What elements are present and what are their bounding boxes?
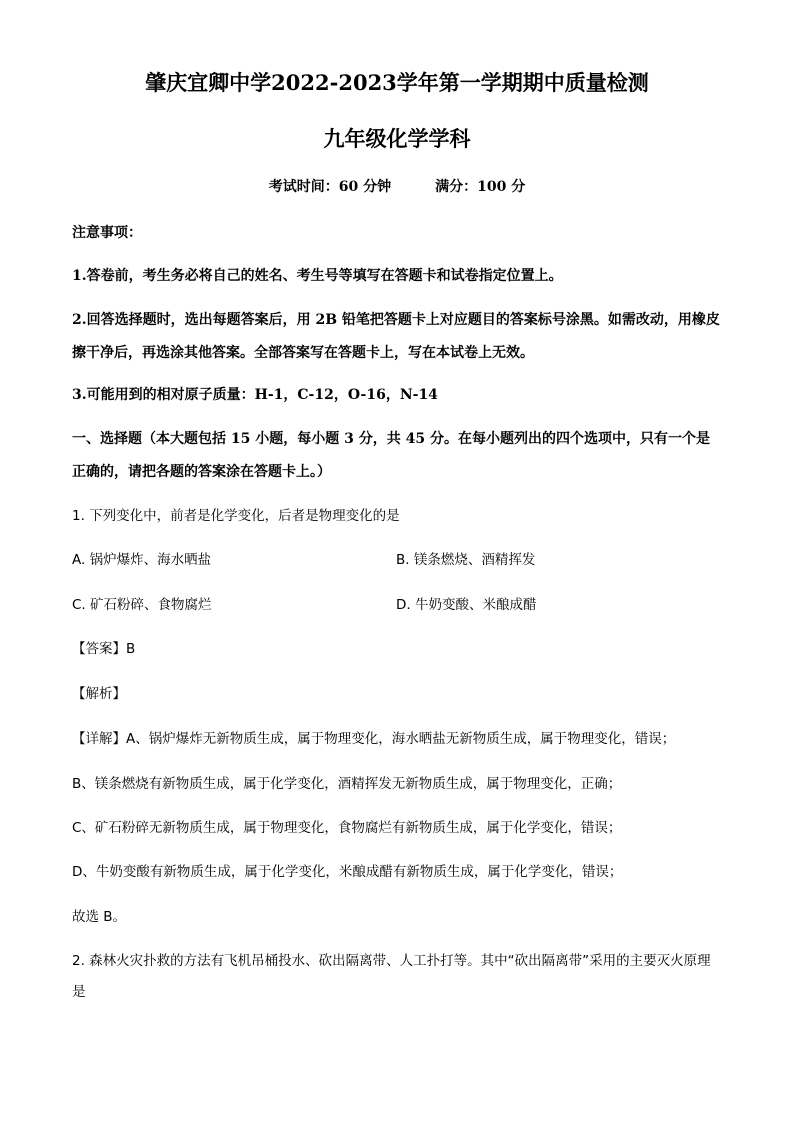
- exam-subtitle: 九年级化学学科: [323, 126, 471, 151]
- note-item-2: 2.回答选择题时，选出每题答案后，用 2B 铅笔把答题卡上对应题目的答案标号涂黑。如需改动，用橡皮擦干净后，再选涂其他答案。全部答案写在答题卡上，写在本试卷上无效。: [72, 312, 720, 361]
- exam-time: 考试时间：60 分钟: [268, 179, 392, 195]
- q1-option-d: D. 牛奶变酸、米酿成醋: [396, 597, 537, 613]
- q1-detail-d: D、牛奶变酸有新物质生成，属于化学变化，米酿成醋有新物质生成，属于化学变化，错误；: [72, 864, 623, 880]
- exam-score: 满分：100 分: [435, 179, 526, 195]
- exam-meta: [0, 176, 794, 198]
- q1-detail-c: C、矿石粉碎无新物质生成，属于物理变化，食物腐烂有新物质生成，属于化学变化，错误；: [72, 820, 622, 836]
- exam-title: 肇庆宜卿中学2022-2023学年第一学期期中质量检测: [145, 70, 649, 95]
- q1-option-c: C. 矿石粉碎、食物腐烂: [72, 597, 212, 613]
- q2-stem: 2. 森林火灾扑救的方法有飞机吊桶投水、砍出隔离带、人工扑打等。其中“砍出隔离带”采用的主要灭火原理是: [72, 953, 711, 1000]
- notes-heading: 注意事项：: [72, 225, 142, 241]
- note-item-3: 3.可能用到的相对原子质量：H-1，C-12，O-16，N-14: [72, 387, 438, 403]
- section-heading: 一、选择题（本大题包括 15 小题，每小题 3 分，共 45 分。在每小题列出的四个选项中，只有一个是正确的，请把各题的答案涂在答题卡上。）: [72, 431, 710, 480]
- q1-stem: 1. 下列变化中，前者是化学变化，后者是物理变化的是: [72, 508, 400, 524]
- detail-a-text: A、锅炉爆炸无新物质生成，属于物理变化，海水晒盐无新物质生成，属于物理变化，错误；: [126, 731, 676, 747]
- q1-answer: [72, 638, 722, 660]
- q1-option-a: A. 锅炉爆炸、海水晒盐: [72, 552, 212, 568]
- answer-value: B: [126, 641, 136, 657]
- answer-tag: 【答案】: [72, 641, 126, 657]
- q1-conclusion: 故选 B。: [72, 909, 127, 925]
- q1-detail-b: B、镁条燃烧有新物质生成，属于化学变化，酒精挥发无新物质生成，属于物理变化，正确；: [72, 776, 622, 792]
- q1-analysis-tag: 【解析】: [72, 686, 126, 702]
- q1-detail-a: [72, 728, 722, 750]
- q1-option-b: B. 镁条燃烧、酒精挥发: [396, 552, 536, 568]
- note-item-1: 1.答卷前，考生务必将自己的姓名、考生号等填写在答题卡和试卷指定位置上。: [72, 268, 563, 284]
- detail-tag: 【详解】: [72, 731, 126, 747]
